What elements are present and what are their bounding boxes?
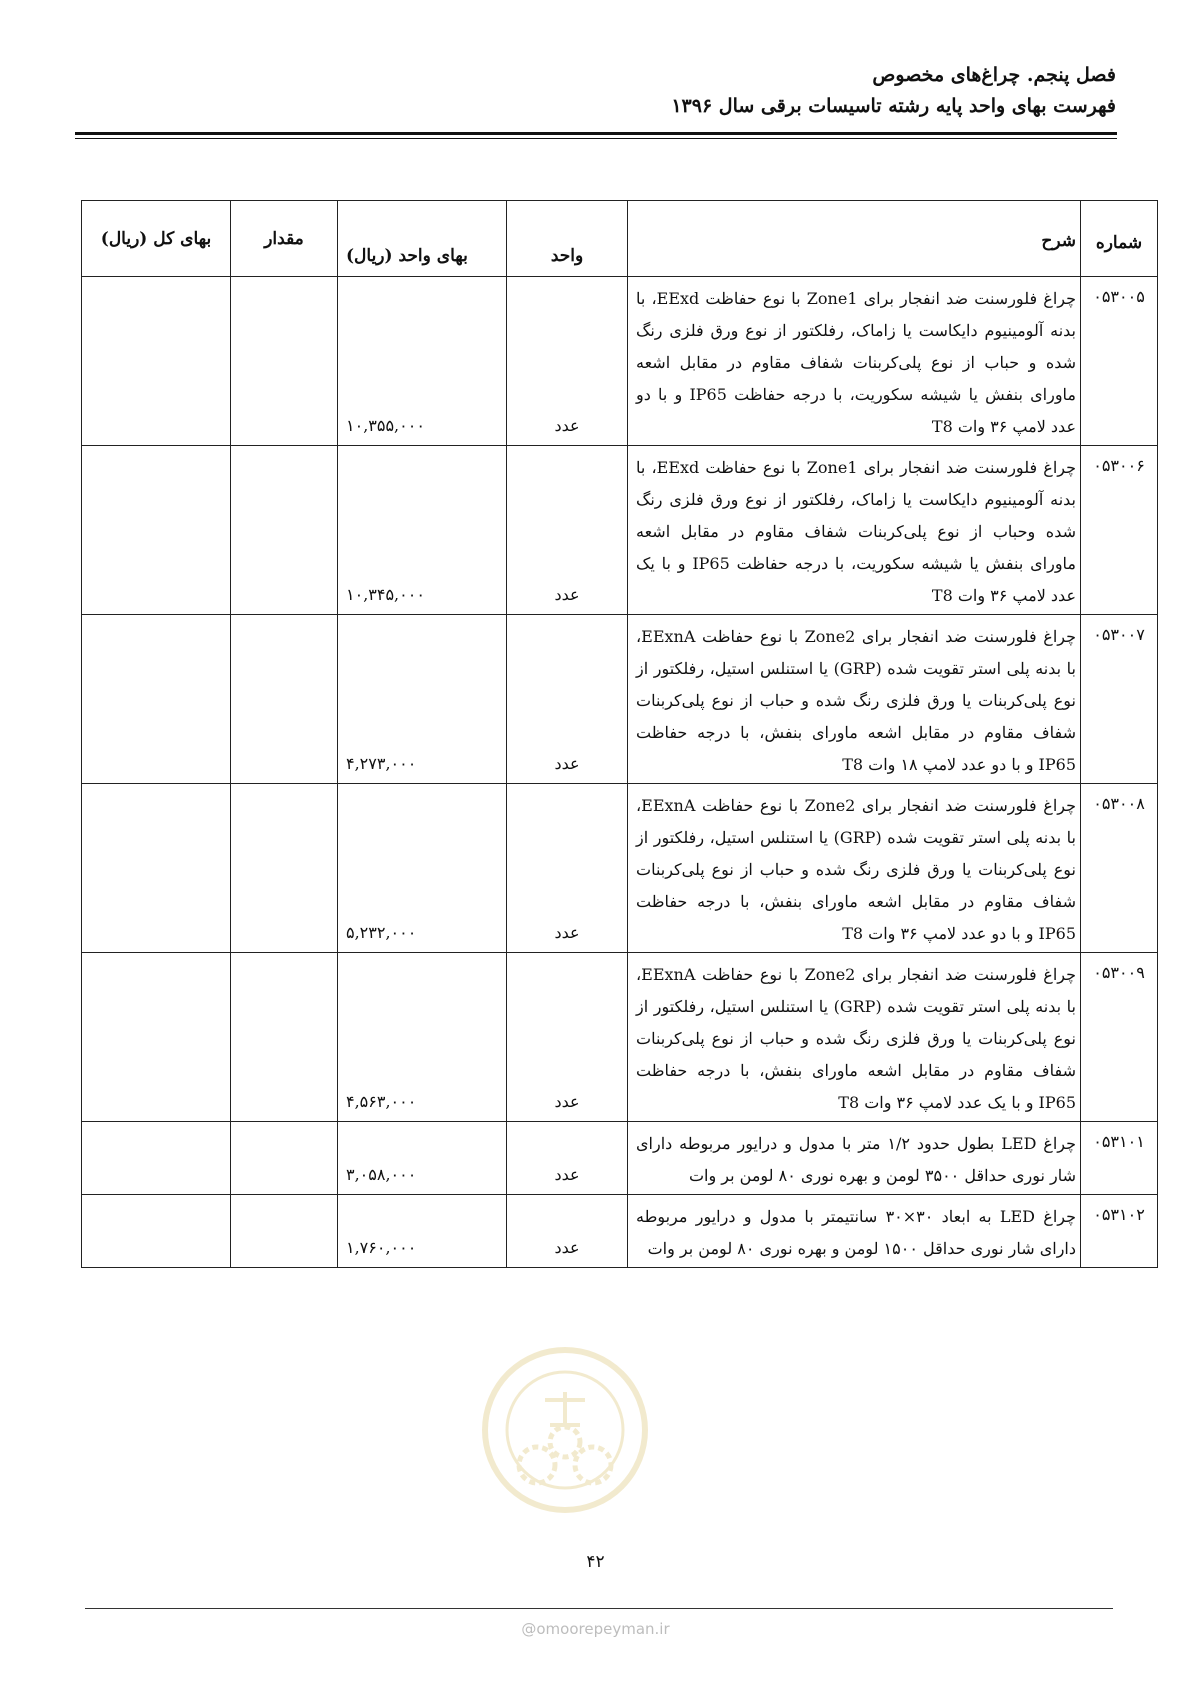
- chapter-title: فصل پنجم. چراغ‌های مخصوص: [872, 64, 1116, 86]
- column-header-unit-price: بهای واحد (ریال): [338, 201, 507, 277]
- item-description: چراغ فلورسنت ضد انفجار برای Zone1 با نوع حفاظت EExd، با بدنه آلومینیوم دایکاست یا زاماک، رفلکتور از نوع ورق فلزی رنگ شده و حباب از نوع پلی‌کربنات شفاف مقاوم در مقابل اشعه ماورای بنفش یا شیشه سکوریت، با درجه حفاظت IP65 و با دو عدد لامپ ۳۶ وات T8: [628, 277, 1081, 446]
- item-unit: عدد: [507, 615, 628, 784]
- table-row: [82, 615, 1158, 784]
- column-header-description: شرح: [628, 201, 1081, 277]
- item-number: ۰۵۳۰۰۵: [1081, 277, 1158, 446]
- item-quantity: [231, 446, 338, 615]
- item-quantity: [231, 1195, 338, 1268]
- column-header-total-price: بهای کل (ریال): [82, 201, 231, 277]
- item-unit-price: ۱۰,۳۵۵,۰۰۰: [338, 277, 507, 446]
- item-total-price: [82, 1195, 231, 1268]
- item-quantity: [231, 784, 338, 953]
- item-quantity: [231, 277, 338, 446]
- item-description: چراغ فلورسنت ضد انفجار برای Zone2 با نوع حفاظت EExnA، با بدنه پلی استر تقویت شده (GRP) یا استنلس استیل، رفلکتور از نوع پلی‌کربنات یا ورق فلزی رنگ شده و حباب از نوع پلی‌کربنات شفاف مقاوم در مقابل اشعه ماورای بنفش، با درجه حفاظت IP65 و با دو عدد لامپ ۱۸ وات T8: [628, 615, 1081, 784]
- item-unit-price: ۳,۰۵۸,۰۰۰: [338, 1122, 507, 1195]
- stamp-seal-icon: [475, 1330, 655, 1530]
- table-row: [82, 446, 1158, 615]
- item-unit: عدد: [507, 953, 628, 1122]
- price-list-table: [81, 200, 1158, 1268]
- item-description: چراغ LED به ابعاد ۳۰×۳۰ سانتیمتر با مدول و درایور مربوطه دارای شار نوری حداقل ۱۵۰۰ لومن و بهره نوری ۸۰ لومن بر وات: [628, 1195, 1081, 1268]
- column-header-unit: واحد: [507, 201, 628, 277]
- item-number: ۰۵۳۱۰۲: [1081, 1195, 1158, 1268]
- item-unit-price: ۱,۷۶۰,۰۰۰: [338, 1195, 507, 1268]
- item-number: ۰۵۳۰۰۶: [1081, 446, 1158, 615]
- page-header: [76, 60, 1116, 122]
- item-description: چراغ فلورسنت ضد انفجار برای Zone1 با نوع حفاظت EExd، با بدنه آلومینیوم دایکاست یا زاماک، رفلکتور از نوع ورق فلزی رنگ شده وحباب از نوع پلی‌کربنات شفاف مقاوم در مقابل اشعه ماورای بنفش یا شیشه سکوریت، با درجه حفاظت IP65 و با یک عدد لامپ ۳۶ وات T8: [628, 446, 1081, 615]
- item-number: ۰۵۳۰۰۷: [1081, 615, 1158, 784]
- item-quantity: [231, 615, 338, 784]
- header-rule-thick: [75, 132, 1117, 135]
- table-row: [82, 1122, 1158, 1195]
- item-unit: عدد: [507, 784, 628, 953]
- item-quantity: [231, 1122, 338, 1195]
- item-description: چراغ فلورسنت ضد انفجار برای Zone2 با نوع حفاظت EExnA، با بدنه پلی استر تقویت شده (GRP) یا استنلس استیل، رفلکتور از نوع پلی‌کربنات یا ورق فلزی رنگ شده و حباب از نوع پلی‌کربنات شفاف مقاوم در مقابل اشعه ماورای بنفش، با درجه حفاظت IP65 و با دو عدد لامپ ۳۶ وات T8: [628, 784, 1081, 953]
- item-number: ۰۵۳۰۰۸: [1081, 784, 1158, 953]
- table-row: [82, 784, 1158, 953]
- item-total-price: [82, 953, 231, 1122]
- item-description: چراغ فلورسنت ضد انفجار برای Zone2 با نوع حفاظت EExnA، با بدنه پلی استر تقویت شده (GRP) یا استنلس استیل، رفلکتور از نوع پلی‌کربنات یا ورق فلزی رنگ شده و حباب از نوع پلی‌کربنات شفاف مقاوم در مقابل اشعه ماورای بنفش، با درجه حفاظت IP65 و با یک عدد لامپ ۳۶ وات T8: [628, 953, 1081, 1122]
- item-total-price: [82, 277, 231, 446]
- watermark-text: @omoorepeyman.ir: [521, 1620, 670, 1638]
- item-unit: عدد: [507, 1122, 628, 1195]
- item-unit: عدد: [507, 446, 628, 615]
- footer-rule: [85, 1608, 1113, 1609]
- table-row: [82, 277, 1158, 446]
- item-unit-price: ۵,۲۳۲,۰۰۰: [338, 784, 507, 953]
- item-description: چراغ LED بطول حدود ۱/۲ متر با مدول و درایور مربوطه دارای شار نوری حداقل ۳۵۰۰ لومن و بهره نوری ۸۰ لومن بر وات: [628, 1122, 1081, 1195]
- item-unit-price: ۴,۲۷۳,۰۰۰: [338, 615, 507, 784]
- item-unit: عدد: [507, 1195, 628, 1268]
- item-total-price: [82, 615, 231, 784]
- column-header-quantity: مقدار: [231, 201, 338, 277]
- item-quantity: [231, 953, 338, 1122]
- column-header-number: شماره: [1081, 201, 1158, 277]
- item-unit-price: ۱۰,۳۴۵,۰۰۰: [338, 446, 507, 615]
- document-title: فهرست بهای واحد پایه رشته تاسیسات برقی سال ۱۳۹۶: [671, 95, 1116, 117]
- table-row: [82, 953, 1158, 1122]
- item-unit: عدد: [507, 277, 628, 446]
- page-number: ۴۲: [586, 1552, 605, 1572]
- item-total-price: [82, 784, 231, 953]
- table-row: [82, 1195, 1158, 1268]
- item-number: ۰۵۳۱۰۱: [1081, 1122, 1158, 1195]
- item-number: ۰۵۳۰۰۹: [1081, 953, 1158, 1122]
- item-total-price: [82, 1122, 231, 1195]
- table-header-row: [82, 201, 1158, 277]
- header-rule-thin: [75, 138, 1117, 139]
- item-unit-price: ۴,۵۶۳,۰۰۰: [338, 953, 507, 1122]
- item-total-price: [82, 446, 231, 615]
